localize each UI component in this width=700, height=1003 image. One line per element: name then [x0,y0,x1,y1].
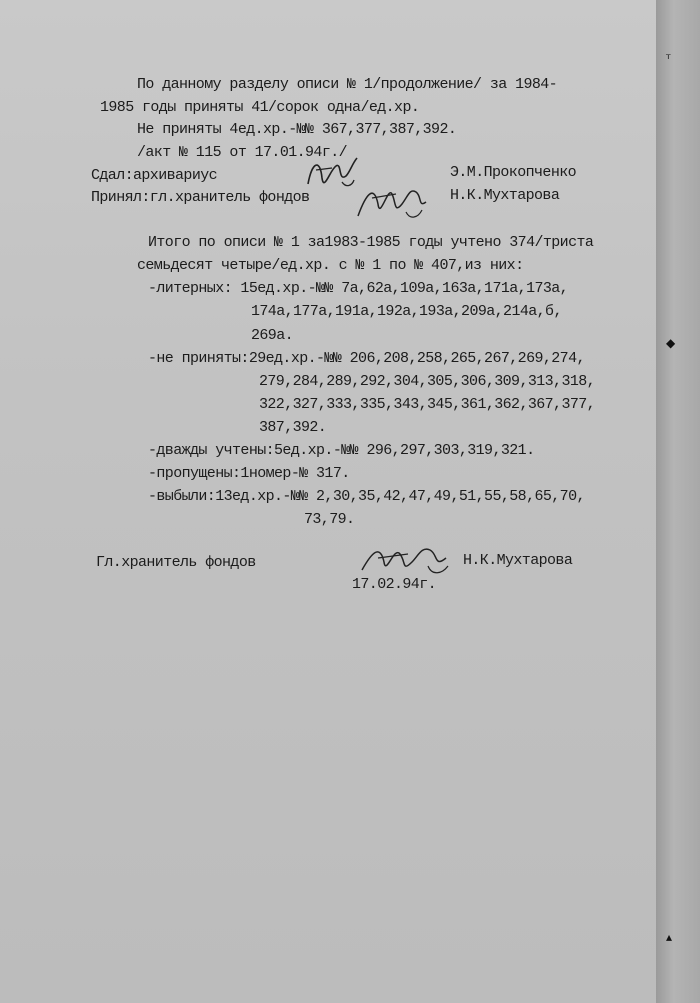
punch-mark-top-icon: ᵀ [666,52,671,66]
footer-title: Гл.хранитель фондов [96,554,256,571]
twice-counted-line: -дважды учтены:5ед.хр.-№№ 296,297,303,319,321. [148,442,535,459]
received-name: Н.К.Мухтарова [450,187,560,204]
punch-mark-middle-icon: ◆ [666,336,676,350]
removed-line-1: -выбыли:13ед.хр.-№№ 2,30,35,42,47,49,51,55,58,65,70, [148,488,585,505]
literal-line-1: -литерных: 15ед.хр.-№№ 7а,62а,109а,163а,171а,173а, [148,280,569,297]
received-label: Принял:гл.хранитель фондов [91,189,310,206]
header-line-1: По данному разделу описи № 1/продолжение/ за 1984- [137,76,558,93]
removed-line-2: 73,79. [304,511,355,528]
not-accepted-line-4: 387,392. [259,419,327,436]
binding-edge [656,0,700,1003]
literal-line-2: 174а,177а,191а,192а,193а,209а,214а,б, [251,303,562,320]
summary-line-2: семьдесят четыре/ед.хр. с № 1 по № 407,из них: [137,257,524,274]
signature-keeper-icon [352,174,434,228]
not-accepted-line-2: 279,284,289,292,304,305,306,309,313,318, [259,373,596,390]
gave-name: Э.М.Прокопченко [450,164,577,181]
header-line-3: Не приняты 4ед.хр.-№№ 367,377,387,392. [137,121,457,138]
punch-mark-bottom-icon: ▴ [666,930,673,944]
gave-label: Сдал:архивариус [91,167,218,184]
signature-footer-icon [358,536,458,580]
summary-line-1: Итого по описи № 1 за1983-1985 годы учтено 374/триста [148,234,594,251]
skipped-line: -пропущены:1номер-№ 317. [148,465,350,482]
literal-line-3: 269а. [251,327,294,344]
header-line-4: /акт № 115 от 17.01.94г./ [137,144,348,161]
footer-name: Н.К.Мухтарова [463,552,573,569]
not-accepted-line-3: 322,327,333,335,343,345,361,362,367,377, [259,396,596,413]
footer-date: 17.02.94г. [352,576,437,593]
header-line-2: 1985 годы приняты 41/сорок одна/ед.хр. [100,99,420,116]
not-accepted-line-1: -не приняты:29ед.хр.-№№ 206,208,258,265,267,269,274, [148,350,585,367]
